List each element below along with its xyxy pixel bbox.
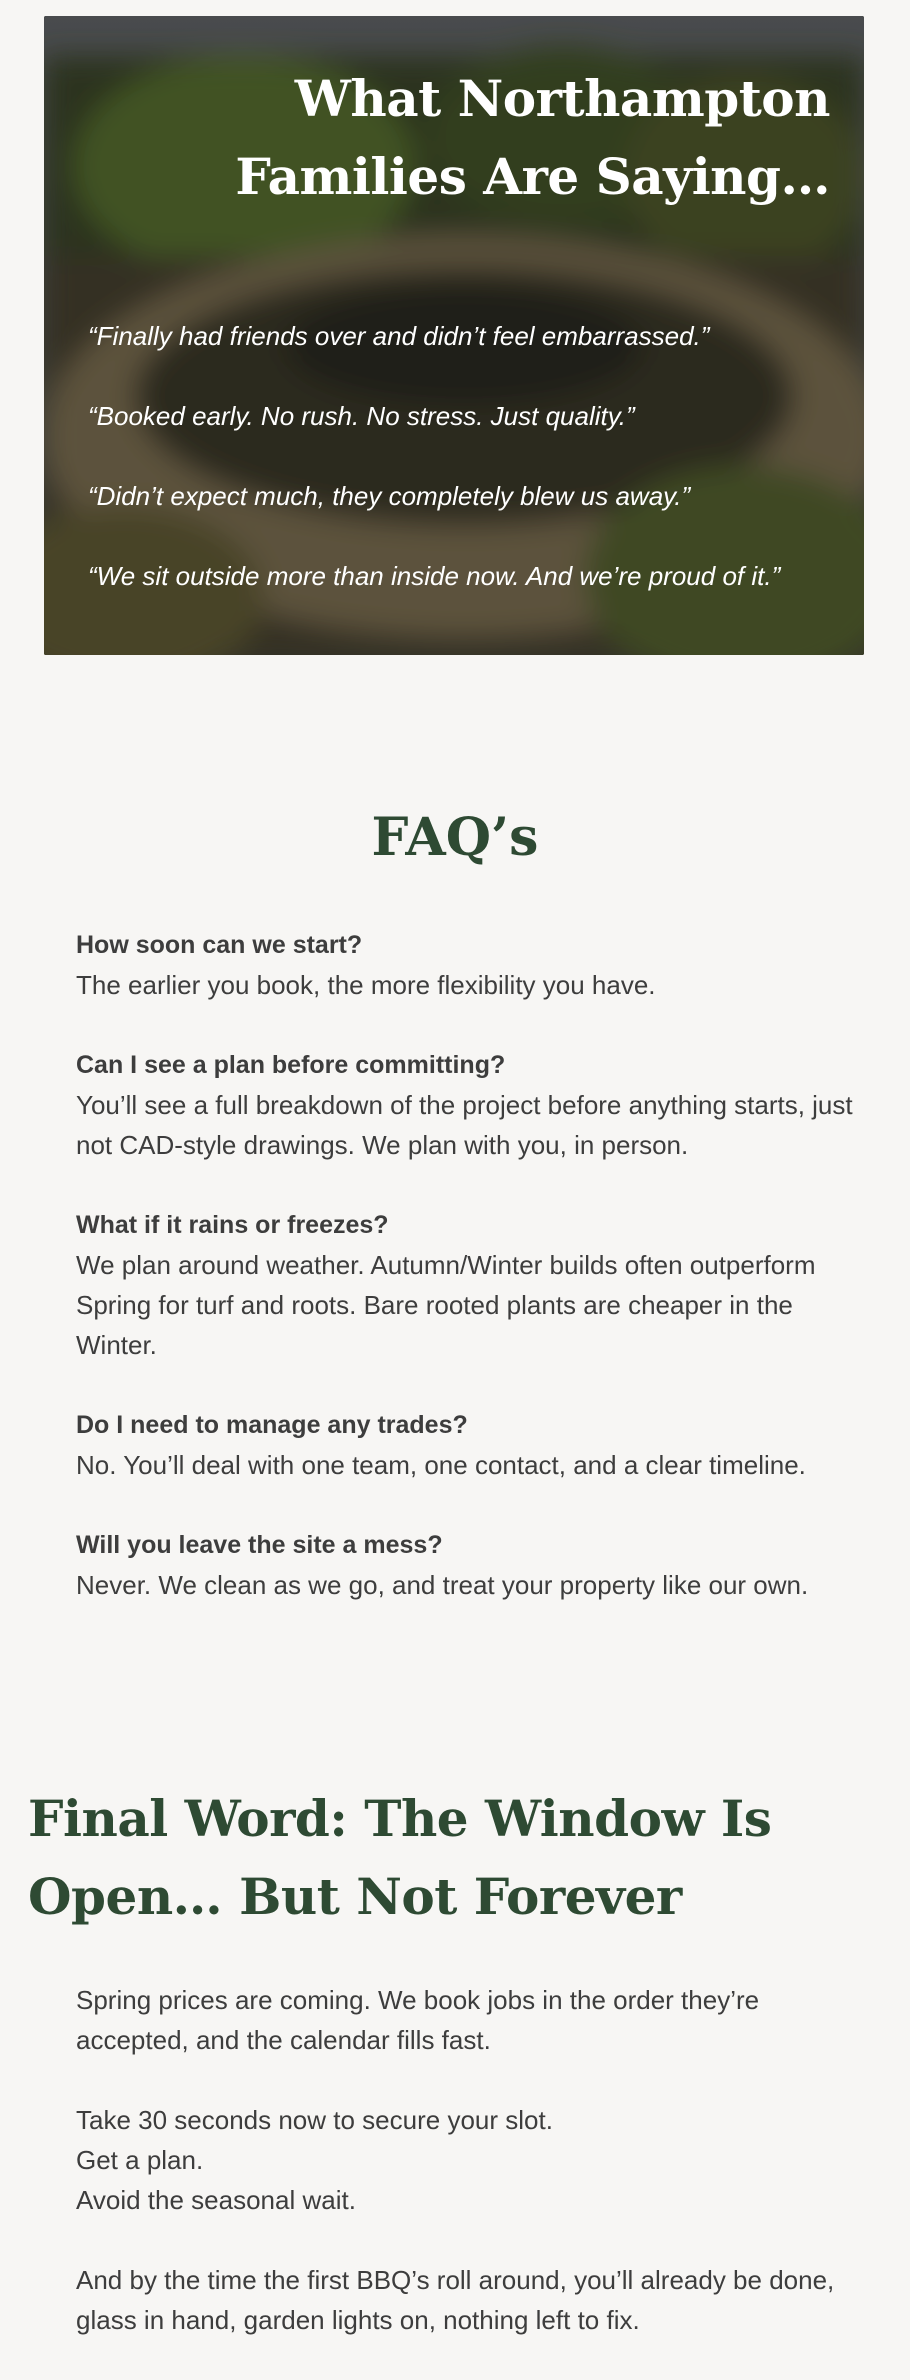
final-paragraph: Spring prices are coming. We book jobs in the order they’re accepted, and the calendar fills fast. <box>76 1985 760 2055</box>
faq-answer: We plan around weather. Autumn/Winter builds often outperform Spring for turf and roots. Bare rooted plants are cheaper in the Winter. <box>76 1250 816 1360</box>
final-word-body <box>76 1980 866 2380</box>
final-line: Avoid the seasonal wait. <box>76 2185 356 2215</box>
faq-question: Can I see a plan before committing? <box>76 1051 506 1079</box>
faq-list <box>76 925 866 1645</box>
faq-question: Do I need to manage any trades? <box>76 1411 468 1439</box>
testimonial-quote: “Finally had friends over and didn’t feel embarrassed.” <box>88 321 710 351</box>
faq-title: FAQ’s <box>371 807 539 868</box>
faq-answer: You’ll see a full breakdown of the project before anything starts, just not CAD-style drawings. We plan with you, in person. <box>76 1090 853 1160</box>
faq-answer: Never. We clean as we go, and treat your property like our own. <box>76 1570 809 1600</box>
faq-question: Will you leave the site a mess? <box>76 1531 443 1559</box>
testimonial-quote: “Didn’t expect much, they completely blew us away.” <box>88 481 691 511</box>
testimonial-quote: “We sit outside more than inside now. And we’re proud of it.” <box>88 561 781 591</box>
testimonials-hero <box>44 16 864 655</box>
testimonials-title: What Northampton Families Are Saying… <box>235 69 830 206</box>
faq-answer: No. You’ll deal with one team, one contact, and a clear timeline. <box>76 1450 806 1480</box>
final-paragraph: And by the time the first BBQ’s roll around, you’ll already be done, glass in hand, garden lights on, nothing left to fix. <box>76 2265 835 2335</box>
final-paragraph <box>76 2100 866 2220</box>
faq-item <box>76 1045 866 1165</box>
faq-item <box>76 1205 866 1365</box>
faq-answer: The earlier you book, the more flexibility you have. <box>76 970 656 1000</box>
faq-item <box>76 1405 866 1485</box>
faq-question: What if it rains or freezes? <box>76 1211 389 1239</box>
testimonial-quote: “Booked early. No rush. No stress. Just quality.” <box>88 401 635 431</box>
final-line: Take 30 seconds now to secure your slot. <box>76 2105 553 2135</box>
faq-question: How soon can we start? <box>76 931 363 959</box>
final-word-title: Final Word: The Window Is Open… But Not Forever <box>28 1789 772 1926</box>
testimonial-list <box>88 316 848 636</box>
final-line: Get a plan. <box>76 2145 204 2175</box>
faq-item <box>76 1525 866 1605</box>
faq-item <box>76 925 866 1005</box>
